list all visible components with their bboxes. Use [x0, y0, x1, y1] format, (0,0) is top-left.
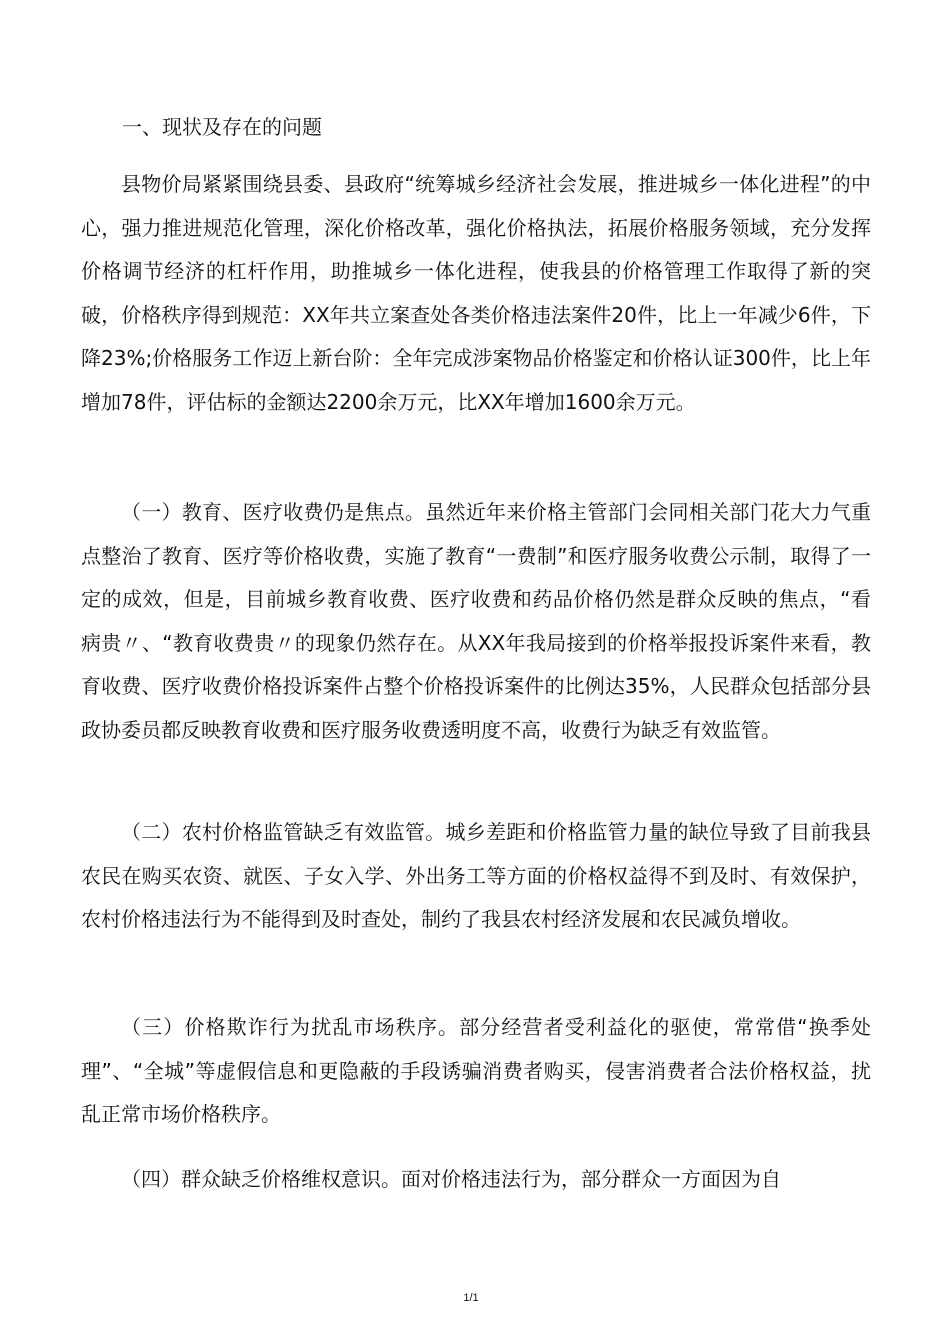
section-heading: 一、现状及存在的问题	[122, 115, 322, 139]
paragraph-overview: 县物价局紧紧围绕县委、县政府“统筹城乡经济社会发展，推进城乡一体化进程”的中心，强力推进规范化管理，深化价格改革，强化价格执法，拓展价格服务领域，充分发挥价格调节经济的杠杆作用，助推城乡一体化进程，使我县的价格管理工作取得了新的突破，价格秩序得到规范：XX年共立案查处各类价格违法案件20件，比上一年减少6件，下降23%;价格服务工作迈上新台阶：全年完成涉案物品价格鉴定和价格认证300件，比上年增加78件，评估标的金额达2200余万元，比XX年增加1600余万元。	[81, 172, 871, 414]
page-number: 1/1	[463, 1292, 479, 1304]
paragraph-rights-awareness: （四）群众缺乏价格维权意识。面对价格违法行为，部分群众一方面因为自	[121, 1167, 781, 1191]
paragraph-price-fraud: （三）价格欺诈行为扰乱市场秩序。部分经营者受利益化的驱使，常常借“换季处理”、“全城”等虚假信息和更隐蔽的手段诱骗消费者购买，侵害消费者合法价格权益，扰乱正常市场价格秩序。	[81, 1015, 871, 1126]
paragraph-rural-supervision: （二）农村价格监管缺乏有效监管。城乡差距和价格监管力量的缺位导致了目前我县农民在购买农资、就医、子女入学、外出务工等方面的价格权益得不到及时、有效保护，农村价格违法行为不能得到及时查处，制约了我县农村经济发展和农民减负增收。	[81, 820, 871, 931]
paragraph-education-medical: （一）教育、医疗收费仍是焦点。虽然近年来价格主管部门会同相关部门花大力气重点整治了教育、医疗等价格收费，实施了教育“一费制”和医疗服务收费公示制，取得了一定的成效，但是，目前城乡教育收费、医疗收费和药品价格仍然是群众反映的焦点，“看病贵〃、“教育收费贵〃的现象仍然存在。从XX年我局接到的价格举报投诉案件来看，教育收费、医疗收费价格投诉案件占整个价格投诉案件的比例达35%，人民群众包括部分县政协委员都反映教育收费和医疗服务收费透明度不高，收费行为缺乏有效监管。	[81, 500, 871, 742]
